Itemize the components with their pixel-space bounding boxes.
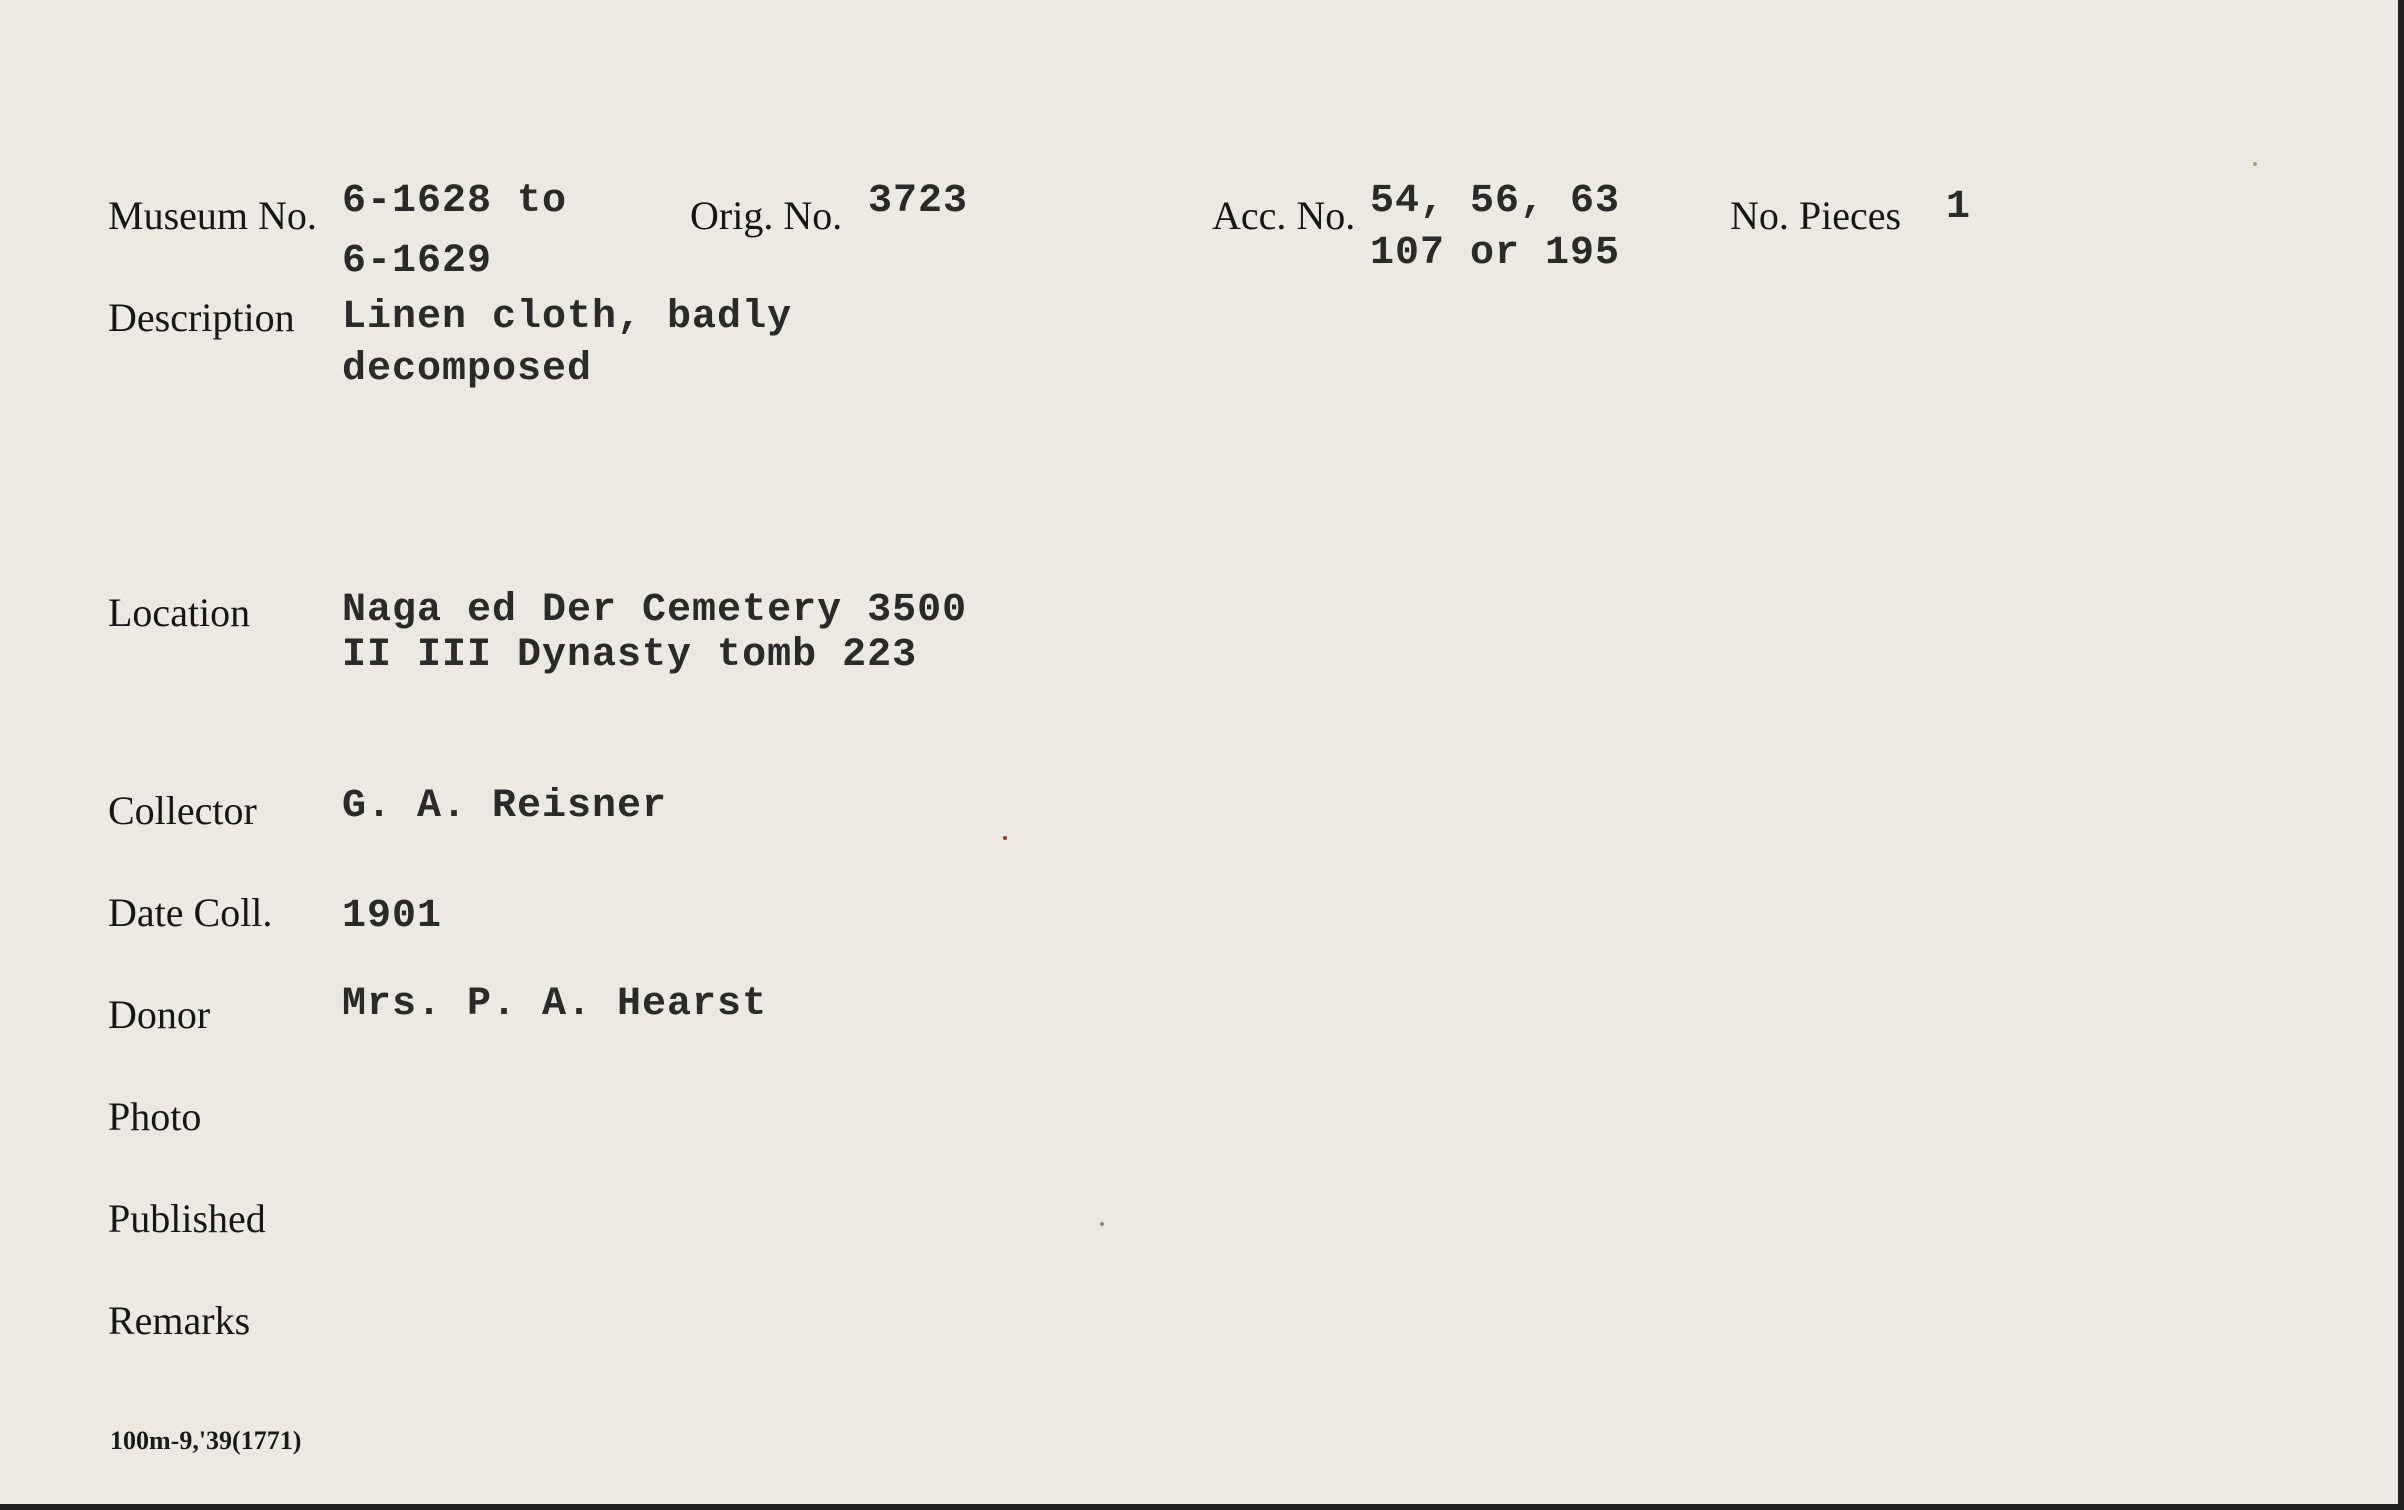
- description-value-line1: Linen cloth, badly: [342, 295, 793, 340]
- photo-label: Photo: [108, 1094, 202, 1139]
- location-value-line2: II III Dynasty tomb 223: [342, 633, 918, 678]
- museum-no-value-line1: 6-1628 to: [342, 179, 568, 224]
- collector-label: Collector: [108, 788, 257, 833]
- no-pieces-label: No. Pieces: [1730, 193, 1902, 238]
- orig-no-label: Orig. No.: [690, 193, 843, 238]
- location-value-line1: Naga ed Der Cemetery 3500: [342, 588, 968, 633]
- paper-speck: [1003, 836, 1007, 840]
- description-value-line2: decomposed: [342, 347, 593, 392]
- location-label: Location: [108, 590, 251, 635]
- donor-value: Mrs. P. A. Hearst: [342, 982, 768, 1027]
- collector-value: G. A. Reisner: [342, 784, 668, 829]
- form-print-code: 100m-9,'39(1771): [110, 1426, 302, 1455]
- donor-label: Donor: [108, 992, 211, 1037]
- date-coll-value: 1901: [342, 894, 443, 939]
- remarks-label: Remarks: [108, 1298, 251, 1343]
- orig-no-value: 3723: [868, 179, 969, 224]
- acc-no-value-line1: 54, 56, 63: [1370, 179, 1621, 224]
- date-coll-label: Date Coll.: [108, 890, 273, 935]
- acc-no-label: Acc. No.: [1212, 193, 1356, 238]
- museum-no-value-line2: 6-1629: [342, 239, 493, 284]
- published-label: Published: [108, 1196, 266, 1241]
- museum-no-label: Museum No.: [108, 193, 317, 238]
- acc-no-value-line2: 107 or 195: [1370, 231, 1621, 276]
- description-label: Description: [108, 295, 295, 340]
- paper-speck: [2253, 162, 2257, 166]
- paper-speck: [1100, 1222, 1104, 1226]
- no-pieces-value: 1: [1946, 185, 1972, 230]
